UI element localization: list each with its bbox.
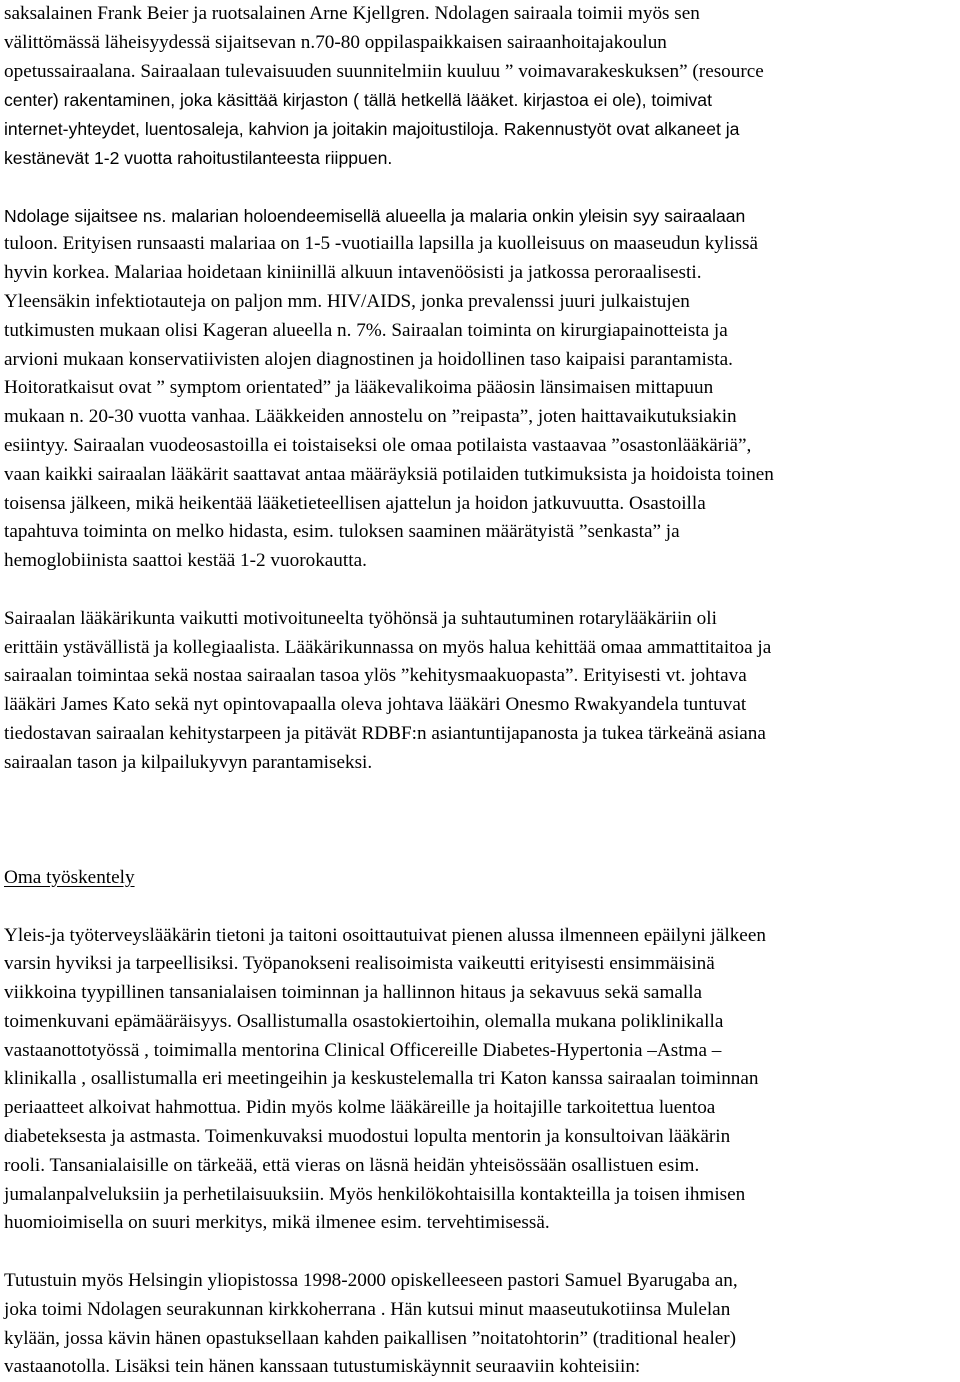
text-line: viikkoina tyypillinen tansanialaisen toiminnan ja hallinnon hitaus ja sekavuus sekä samalla bbox=[4, 982, 703, 1004]
text-line: Tutustuin myös Helsingin yliopistossa 1998-2000 opiskelleeseen pastori Samuel Byarugaba an, bbox=[4, 1270, 738, 1292]
spacer bbox=[4, 173, 956, 202]
text-line: tiedostavan sairaalan kehitystarpeen ja pitävät RDBF:n asiantuntijapanosta ja tukea tärkeänä asiana bbox=[4, 722, 766, 744]
spacer bbox=[4, 576, 956, 605]
text-line: huomioimisella on suuri merkitys, mikä ilmenee esim. tervehtimisessä. bbox=[4, 1212, 550, 1234]
text-segment: opetussairaalana. bbox=[4, 60, 136, 82]
text-line: kylään, jossa kävin hänen opastuksellaan kahden paikallisen ”noitatohtorin” (traditional healer) bbox=[4, 1327, 737, 1349]
document-page bbox=[4, 0, 956, 1382]
paragraph-malaria bbox=[4, 202, 956, 576]
spacer bbox=[4, 778, 956, 864]
text-line: kestänevät 1-2 vuotta rahoitustilanteesta riippuen. bbox=[4, 147, 393, 168]
text-line: diabeteksesta ja astmasta. Toimenkuvaksi muodostui lopulta mentorin ja konsultoivan lääkärin bbox=[4, 1126, 731, 1148]
section-heading: Oma työskentely bbox=[4, 866, 135, 888]
text-line: Sairaalan lääkärikunta vaikutti motivoituneelta työhönsä ja suhtautuminen rotarylääkäriin oli bbox=[4, 607, 717, 629]
text-line: internet-yhteydet, luentosaleja, kahvion ja joitakin majoitustiloja. Rakennustyöt ovat alkaneet ja bbox=[4, 119, 740, 140]
text-line: Yleis-ja työterveyslääkärin tietoni ja taitoni osoittautuivat pienen alussa ilmenneen epäilyni jälkeen bbox=[4, 924, 766, 946]
spacer bbox=[4, 1238, 956, 1267]
text-line: hemoglobiinista saattoi kestää 1-2 vuorokautta. bbox=[4, 550, 367, 572]
text-line: vaan kaikki sairaalan lääkärit saattavat antaa määräyksiä potilaiden tutkimuksista ja hoidoista toinen bbox=[4, 463, 774, 485]
paragraph-hospital-intro bbox=[4, 0, 956, 173]
text-line: joka toimi Ndolagen seurakunnan kirkkoherrana . Hän kutsui minut maaseutukotiinsa Mulelan bbox=[4, 1298, 731, 1320]
paragraph-pastor bbox=[4, 1267, 956, 1382]
text-line: tuloon. Erityisen runsaasti malariaa on 1-5 -vuotiailla lapsilla ja kuolleisuus on maaseudun kylissä bbox=[4, 233, 759, 255]
text-segment: Sairaalaan tulevaisuuden suunnitelmiin kuuluu ” voimavarakeskuksen” (resource bbox=[135, 60, 764, 82]
text-line: hyvin korkea. Malariaa hoidetaan kiniinillä alkuun intavenöösisti ja jatkossa peroraalisesti. bbox=[4, 262, 702, 284]
text-line: saksalainen Frank Beier ja ruotsalainen Arne Kjellgren. Ndolagen sairaala toimii myös sen bbox=[4, 3, 700, 24]
text-line: klinikalla , osallistumalla eri meetingeihin ja keskustelemalla tri Katon kanssa sairaalan toiminnan bbox=[4, 1068, 759, 1090]
text-line: erittäin ystävällistä ja kollegiaalista. Lääkärikunnassa on myös halua kehittää omaa ammattitaitoa ja bbox=[4, 636, 772, 658]
paragraph-doctors bbox=[4, 605, 956, 778]
text-line: sairaalan toimintaa sekä nostaa sairaalan tasoa ylös ”kehitysmaakuopasta”. Erityisesti vt. johtava bbox=[4, 665, 747, 687]
spacer bbox=[4, 893, 956, 922]
text-line: lääkäri James Kato sekä nyt opintovapaalla oleva johtava lääkäri Onesmo Rwakyandela tuntuvat bbox=[4, 694, 747, 716]
text-line: esiintyy. Sairaalan vuodeosastoilla ei toistaiseksi ole omaa potilaista vastaavaa ”osastonlääkäriä”, bbox=[4, 434, 752, 456]
text-line: varsin hyviksi ja tarpeellisiksi. Työpanokseni realisoimista vaikeutti erityisesti ensimmäisinä bbox=[4, 953, 715, 975]
text-line: center) rakentaminen, joka käsittää kirjaston ( tällä hetkellä lääket. kirjastoa ei ole), toimivat bbox=[4, 90, 712, 111]
text-line: tutkimusten mukaan olisi Kageran alueella n. 7%. Sairaalan toiminta on kirurgiapainotteista ja bbox=[4, 319, 728, 341]
text-line: toisensa jälkeen, mikä heikentää lääketieteellisen ajattelun ja hoidon jatkuvuutta. Osastoilla bbox=[4, 492, 706, 514]
text-line: välittömässä läheisyydessä sijaitsevan n.70-80 oppilaspaikkaisen sairaanhoitajakoulun bbox=[4, 31, 667, 53]
text-line: Hoitoratkaisut ovat ” symptom orientated” ja lääkevalikoima pääosin länsimaisen mittapuun bbox=[4, 377, 714, 399]
text-line: arvioni mukaan konservatiivisten alojen diagnostinen ja hoidollinen taso kaipaisi parantamista. bbox=[4, 348, 733, 370]
text-line: Yleensäkin infektiotauteja on paljon mm. HIV/AIDS, jonka prevalenssi juuri julkaistujen bbox=[4, 290, 690, 312]
text-line: vastaanottotyössä , toimimalla mentorina Clinical Officereille Diabetes-Hypertonia –Astma – bbox=[4, 1039, 722, 1061]
text-line: tapahtuva toiminta on melko hidasta, esim. tuloksen saaminen määrätyistä ”senkasta” ja bbox=[4, 521, 680, 543]
text-line: toimenkuvani epämääräisyys. Osallistumalla osastokiertoihin, olemalla mukana poliklinikalla bbox=[4, 1010, 724, 1032]
text-line: vastaanotolla. Lisäksi tein hänen kanssaan tutustumiskäynnit seuraaviin kohteisiin: bbox=[4, 1356, 641, 1378]
text-line: Ndolage sijaitsee ns. malarian holoendeemisellä alueella ja malaria onkin yleisin syy sairaalaan bbox=[4, 205, 746, 226]
text-line: mukaan n. 20-30 vuotta vanhaa. Lääkkeiden annostelu on ”reipasta”, joten haittavaikutuksiakin bbox=[4, 406, 737, 428]
text-line bbox=[4, 58, 956, 87]
text-line: rooli. Tansanialaisille on tärkeää, että vieras on läsnä heidän yhteisössään osallistuen esim. bbox=[4, 1154, 700, 1176]
text-line: periaatteet alkoivat hahmottua. Pidin myös kolme lääkäreille ja hoitajille tarkoitettua luentoa bbox=[4, 1097, 716, 1119]
paragraph-own-work bbox=[4, 922, 956, 1239]
text-line: sairaalan tason ja kilpailukyvyn parantamiseksi. bbox=[4, 751, 373, 773]
text-line: jumalanpalveluksiin ja perhetilaisuuksiin. Myös henkilökohtaisilla kontakteilla ja toisen ihmisen bbox=[4, 1183, 746, 1205]
